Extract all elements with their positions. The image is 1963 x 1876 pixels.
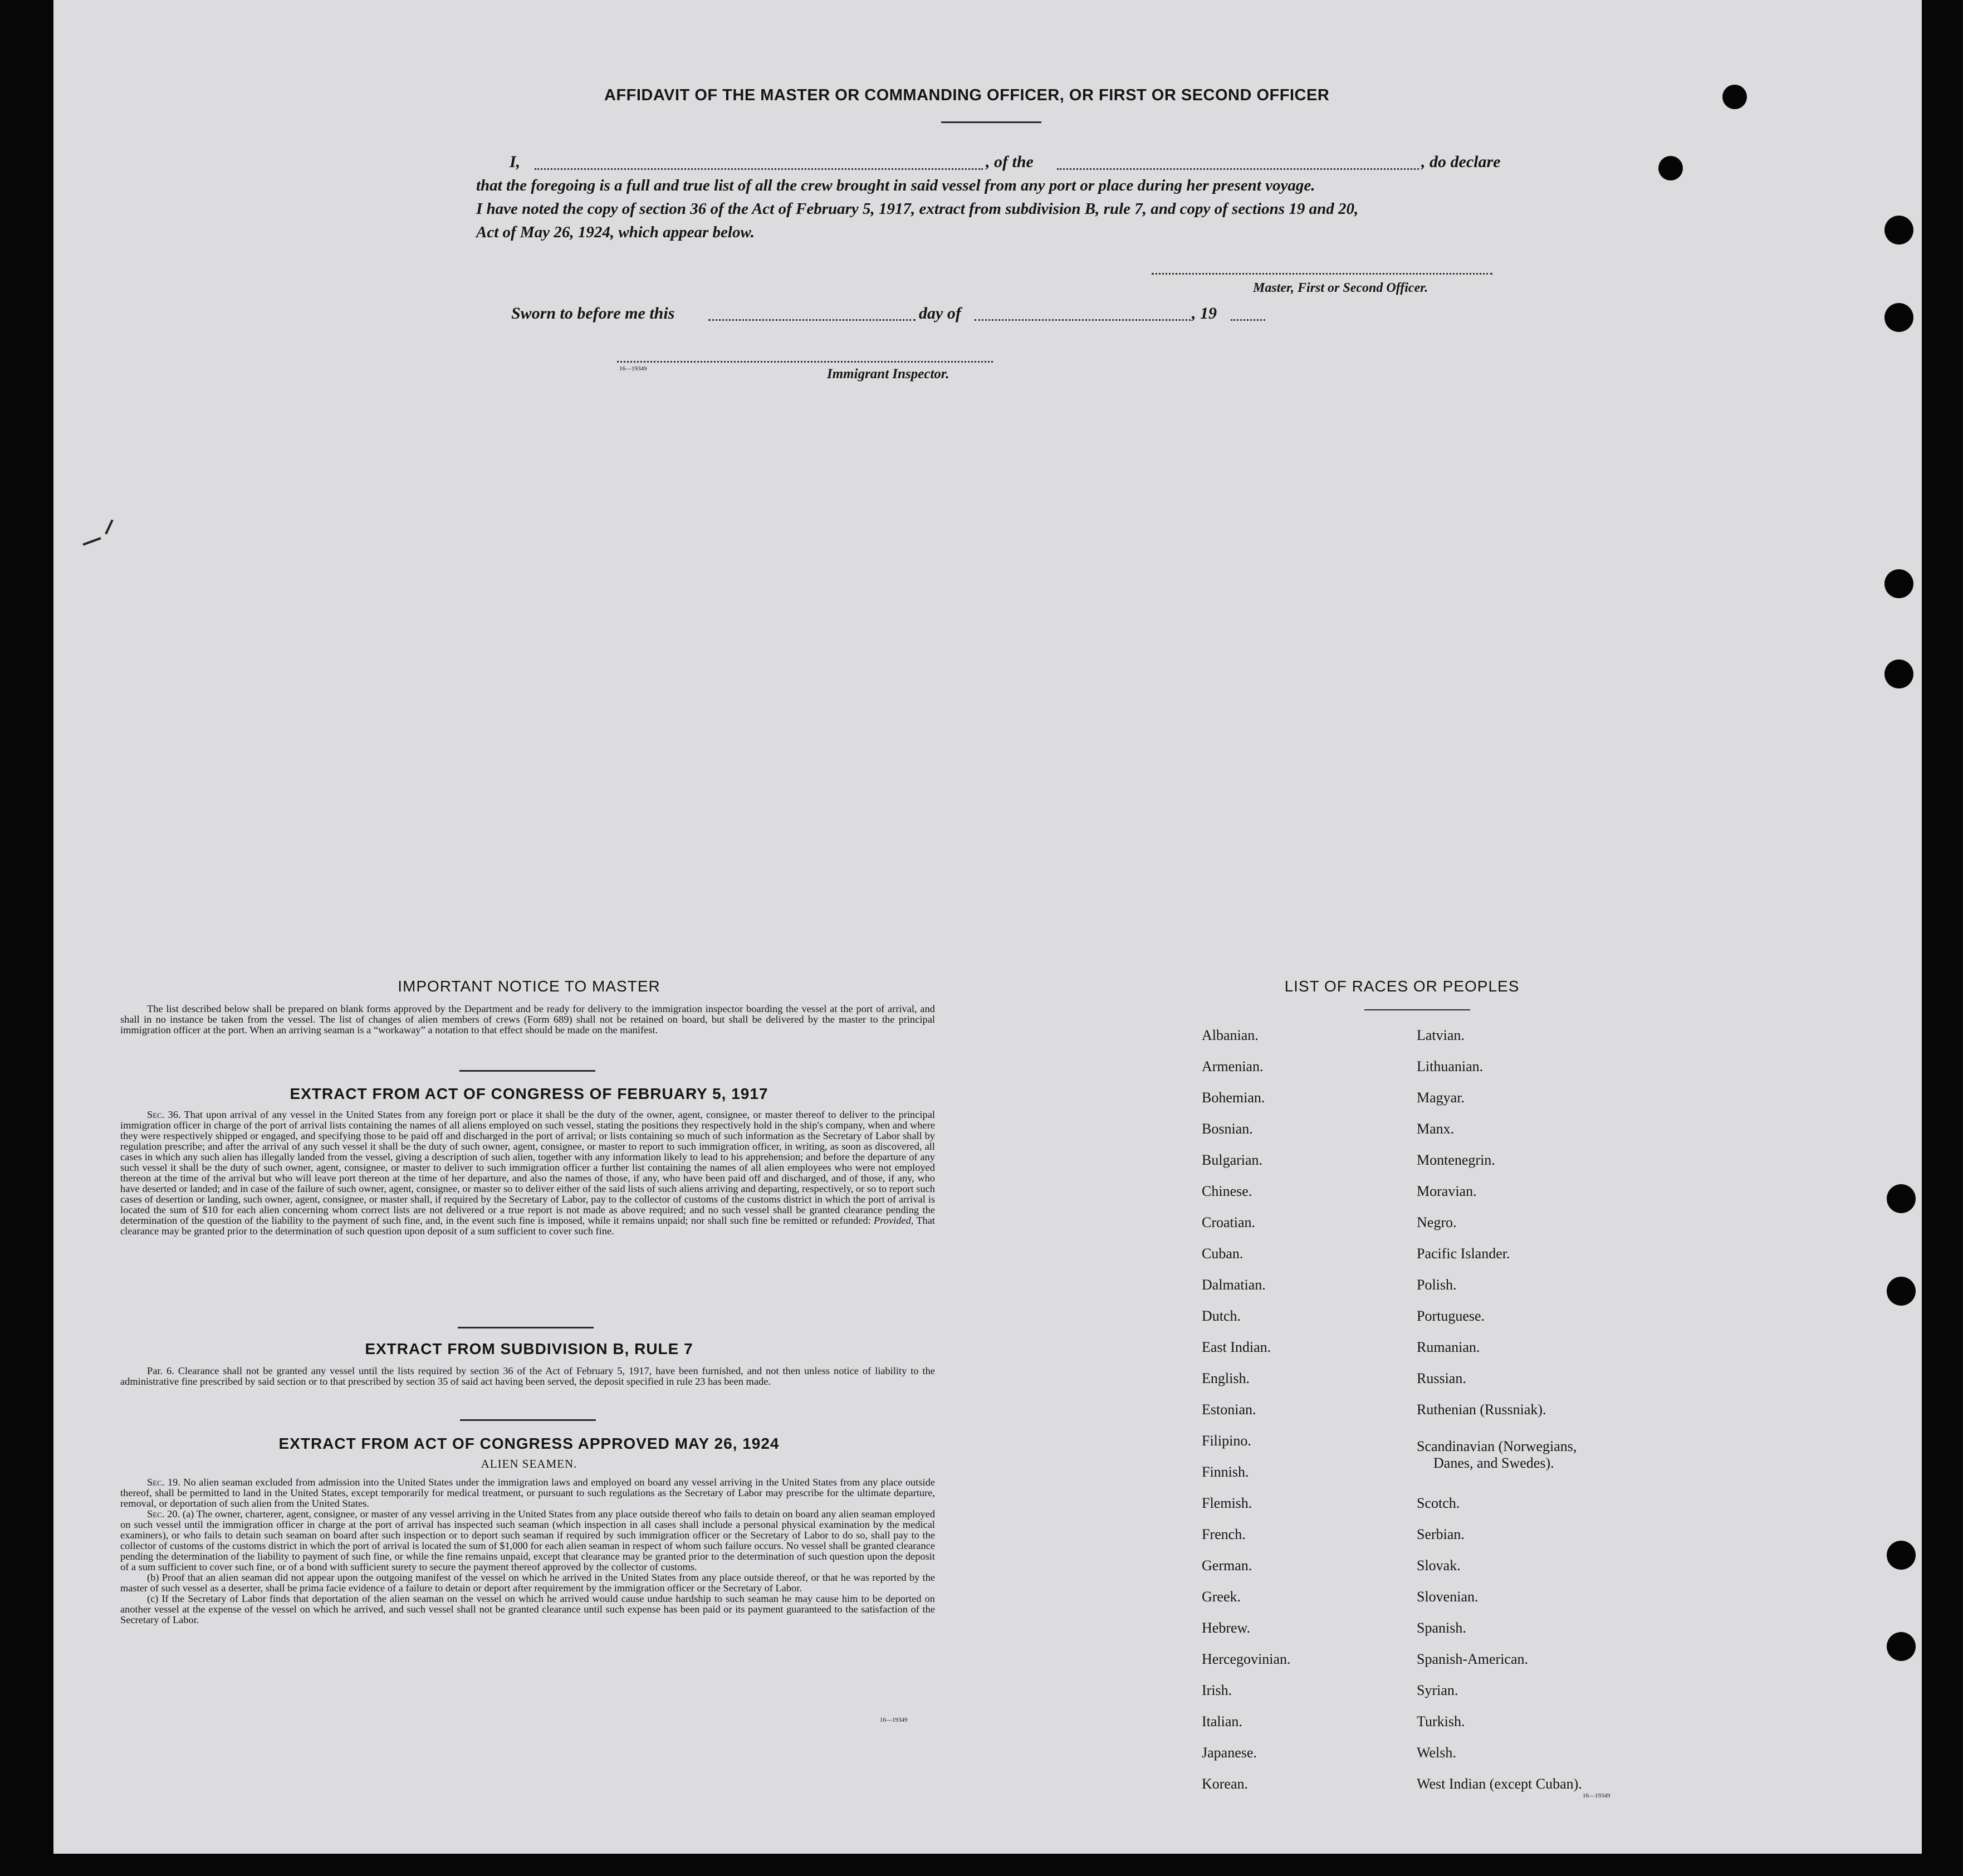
race-item: Turkish.	[1417, 1713, 1465, 1730]
name-blank	[535, 168, 983, 170]
race-item: Scandinavian (Norwegians,	[1417, 1438, 1577, 1454]
rule7-body: Par. 6. Clearance shall not be granted any vessel until the lists required by section 36 of the Act of February 5, 1917, have been furnished, and not then unless notice of liability to the administrative fine prescribed by said section or to that prescribed by section 35 of said act having been served, the deposit specified in rule 23 has been made.	[120, 1365, 935, 1387]
race-item: Greek.	[1202, 1589, 1241, 1605]
race-item: Portuguese.	[1417, 1308, 1485, 1324]
race-item: Croatian.	[1202, 1214, 1256, 1230]
race-item: Syrian.	[1417, 1682, 1458, 1698]
extract-1924-title: EXTRACT FROM ACT OF CONGRESS APPROVED MAY 26, 1924	[278, 1435, 780, 1452]
affidavit-title: AFFIDAVIT OF THE MASTER OR COMMANDING OFFICER, OR FIRST OR SECOND OFFICER	[604, 86, 1330, 104]
race-item: Estonian.	[1202, 1401, 1256, 1418]
race-item: Slovak.	[1417, 1557, 1461, 1574]
vessel-blank	[1057, 168, 1419, 170]
extract-1917-title: EXTRACT FROM ACT OF CONGRESS OF FEBRUARY 5, 1917	[290, 1085, 768, 1102]
punch-hole	[1722, 85, 1747, 109]
race-item: Cuban.	[1202, 1245, 1244, 1262]
sec-36-text: That upon arrival of any vessel in the United States from any foreign port or place it shall be the duty of the owner, agent, consignee, or master thereof to deliver to the principal immigration officer in charge of the port of arrival lists containing the names of all aliens employed on such vessel, stating the positions they respectively hold in the ship's company, when and where they were respectively shipped or engaged, and specifying those to be paid off and discharged in the port of arrival; or lists containing so much of such information as the Secretary of Labor shall by regulation prescribe; and after the arrival of any such vessel it shall be the duty of such owner, agent, consignee, or master to report to such immigration officer, in writing, as soon as discovered, all cases in which any such alien has illegally landed from the vessel, giving a description of such alien, together with any information likely to lead to his apprehension; and before the departure of any such vessel it shall be the duty of such owner, agent, consignee, or master to deliver to such immigration officer a further list containing the names of all alien employees who were not employed thereon at the time of the arrival but who will leave port thereon at the time of her departure, and also the names of those, if any, who have been paid off and discharged, and of those, if any, who have deserted or landed; and in case of the failure of such owner, agent, consignee, or master so to deliver either of the said lists of such aliens arriving and departing, respectively, or so to report such cases of desertion or landing, such owner, agent, consignee, or master shall, if required by the Secretary of Labor, pay to the collector of customs of the customs district in which the port of arrival is located the sum of $10 for each alien concerning whom correct lists are not delivered or a true report is not made as above required; and no such vessel shall be granted clearance pending the determination of the question of the liability to the payment of such fine, and, in the event such fine is imposed, while it remains unpaid; nor shall such fine be remitted or refunded:	[120, 1109, 935, 1226]
punch-hole	[1887, 1277, 1916, 1306]
extract-1917-body	[120, 1110, 935, 1237]
punch-hole	[1884, 303, 1913, 332]
race-item: Spanish-American.	[1417, 1651, 1529, 1667]
race-item: Korean.	[1202, 1776, 1249, 1792]
race-item: Ruthenian (Russniak).	[1417, 1401, 1546, 1418]
race-item: Filipino.	[1202, 1433, 1251, 1449]
extract-1924-body	[120, 1477, 935, 1625]
inspector-label: Immigrant Inspector.	[827, 367, 949, 382]
race-item: Irish.	[1202, 1682, 1232, 1698]
provided-word: Provided,	[874, 1215, 914, 1226]
sworn-year-blank	[1231, 319, 1265, 321]
race-item: Latvian.	[1417, 1027, 1465, 1043]
race-item: Italian.	[1202, 1713, 1242, 1730]
races-right-column	[1417, 1027, 1662, 1796]
race-item: East Indian.	[1202, 1339, 1271, 1355]
section-divider	[459, 1070, 595, 1072]
form-number: 16—19349	[619, 365, 647, 372]
sec-20-label: Sec. 20.	[147, 1508, 180, 1520]
declaration-line-4: Act of May 26, 1924, which appear below.	[476, 223, 755, 241]
race-item: German.	[1202, 1557, 1252, 1574]
section-divider	[458, 1327, 594, 1328]
race-item: French.	[1202, 1526, 1246, 1542]
races-divider	[1364, 1009, 1470, 1010]
race-item: Rumanian.	[1417, 1339, 1480, 1355]
sworn-prefix: Sworn to before me this	[511, 304, 675, 323]
sworn-day-blank	[708, 319, 916, 321]
race-item: Japanese.	[1202, 1745, 1257, 1761]
punch-hole	[1658, 156, 1683, 180]
alien-seamen-subtitle: ALIEN SEAMEN.	[481, 1457, 577, 1470]
sec-20a-text: (a) The owner, charterer, agent, consignee, or master of any vessel arriving in the United States from any place outside thereof who fails to detain on board any alien seaman employed on such vessel until the immigration officer in charge at the port of arrival has inspected such seaman (which inspection in all cases shall include a personal physical examination by the medical examiners), or who fails to detain such seaman on board after such inspection or to deport such seaman if required by such immigration officer or the Secretary of Labor to do so, shall pay to the collector of customs of the customs district in which the port of arrival is located the sum of $1,000 for each alien seaman in respect of whom such failure occurs. No vessel shall be granted clearance pending the determination of the liability to payment of such fine, or while the fine remains unpaid, except that clearance may be granted prior to the determination of such question upon the deposit of a sum sufficient to cover such fine, or of a bond with sufficient surety to secure the payment thereof approved by the collector of customs.	[120, 1508, 935, 1572]
sec-19-text: No alien seaman excluded from admission into the United States under the immigration laws and employed on board any vessel arriving in the United States from any place outside thereof, shall be permitted to land in the United States, except temporarily for medical treatment, or pursuant to such regulations as the Secretary of Labor may prescribe for the ultimate departure, removal, or deportation of such alien from the United States.	[120, 1477, 935, 1509]
race-item: Finnish.	[1202, 1464, 1249, 1480]
race-item: Russian.	[1417, 1370, 1466, 1386]
race-item: Scotch.	[1417, 1495, 1460, 1511]
race-item: Dalmatian.	[1202, 1277, 1266, 1293]
do-declare-label: , do declare	[1421, 153, 1501, 171]
punch-hole	[1887, 1632, 1916, 1661]
races-title: LIST OF RACES OR PEOPLES	[1284, 978, 1520, 995]
sworn-month-blank	[975, 319, 1191, 321]
races-left-column	[1202, 1027, 1413, 1796]
race-item: West Indian (except Cuban).	[1417, 1776, 1582, 1792]
declaration-line-2: that the foregoing is a full and true list of all the crew brought in said vessel from any port or place during her present voyage.	[476, 177, 1315, 194]
race-item: Lithuanian.	[1417, 1058, 1484, 1074]
rule7-title: EXTRACT FROM SUBDIVISION B, RULE 7	[365, 1340, 693, 1357]
race-item: Spanish.	[1417, 1620, 1466, 1636]
master-signature-line	[1152, 273, 1492, 275]
race-item: Hebrew.	[1202, 1620, 1251, 1636]
sec-19-label: Sec. 19.	[147, 1477, 180, 1488]
title-divider	[941, 121, 1041, 123]
punch-hole	[1884, 659, 1913, 688]
race-item: Polish.	[1417, 1277, 1457, 1293]
race-item: Dutch.	[1202, 1308, 1241, 1324]
race-item: Serbian.	[1417, 1526, 1465, 1542]
notice-body: The list described below shall be prepared on blank forms approved by the Department and be ready for delivery to the immigration inspector boarding the vessel at the port of arrival, and shall in no instance be taken from the vessel. The list of changes of alien members of crews (Form 689) shall not be retained on board, but shall be delivered by the master to the principal immigration officer at the port. When an arriving seaman is a “workaway” a notation to that effect should be made on the manifest.	[120, 1003, 935, 1035]
race-item: Slovenian.	[1417, 1589, 1479, 1605]
race-item: Armenian.	[1202, 1058, 1264, 1074]
sec-20c-text: (c) If the Secretary of Labor finds that deportation of the alien seaman on the vessel on which he arrived would cause undue hardship to such seaman he may cause him to be deported on another vessel at the expense of the vessel on which he arrived, and such vessel shall not be granted clearance until such expense has been paid or its payment guaranteed to the satisfaction of the Secretary of Labor.	[120, 1593, 935, 1625]
sec-36-text-end: That clearance may be granted prior to the determination of such question upon deposit of a sum sufficient to cover such fine.	[120, 1215, 936, 1237]
punch-hole	[1887, 1541, 1916, 1570]
race-item: Magyar.	[1417, 1090, 1465, 1106]
form-number: 16—19349	[880, 1717, 908, 1723]
sworn-day-of: day of	[919, 304, 961, 323]
race-item: Pacific Islander.	[1417, 1245, 1510, 1262]
race-item: Montenegrin.	[1417, 1152, 1495, 1168]
race-item: Chinese.	[1202, 1183, 1252, 1199]
race-item: Albanian.	[1202, 1027, 1259, 1043]
notice-title: IMPORTANT NOTICE TO MASTER	[398, 978, 660, 995]
punch-hole	[1884, 569, 1913, 598]
sworn-year: , 19	[1192, 304, 1217, 323]
sec-20b-text: (b) Proof that an alien seaman did not appear upon the outgoing manifest of the vessel on which he arrived in the United States from any place outside thereof, or that he was reported by the master of such vessel as a deserter, shall be prima facie evidence of a failure to detain or deport after requirement by the immigration officer or the Secretary of Labor.	[120, 1572, 935, 1594]
sec-36-label: Sec. 36.	[147, 1109, 181, 1120]
race-item: Danes, and Swedes).	[1433, 1455, 1554, 1471]
declaration-line-3: I have noted the copy of section 36 of the Act of February 5, 1917, extract from subdivision B, rule 7, and copy of sections 19 and 20,	[476, 200, 1359, 218]
section-divider	[460, 1419, 596, 1421]
race-item: Bulgarian.	[1202, 1152, 1263, 1168]
form-number: 16—19349	[1583, 1792, 1610, 1799]
race-item: Negro.	[1417, 1214, 1457, 1230]
of-the-label: , of the	[986, 153, 1034, 171]
declaration-i: I,	[510, 153, 521, 171]
race-item: Bosnian.	[1202, 1121, 1253, 1137]
race-item: Welsh.	[1417, 1745, 1456, 1761]
race-item: English.	[1202, 1370, 1250, 1386]
race-item: Manx.	[1417, 1121, 1455, 1137]
race-item: Bohemian.	[1202, 1090, 1265, 1106]
race-item: Flemish.	[1202, 1495, 1252, 1511]
race-item: Moravian.	[1417, 1183, 1477, 1199]
master-signature-label: Master, First or Second Officer.	[1253, 281, 1428, 295]
race-item: Hercegovinian.	[1202, 1651, 1291, 1667]
punch-hole	[1887, 1184, 1916, 1213]
punch-hole	[1884, 216, 1913, 245]
